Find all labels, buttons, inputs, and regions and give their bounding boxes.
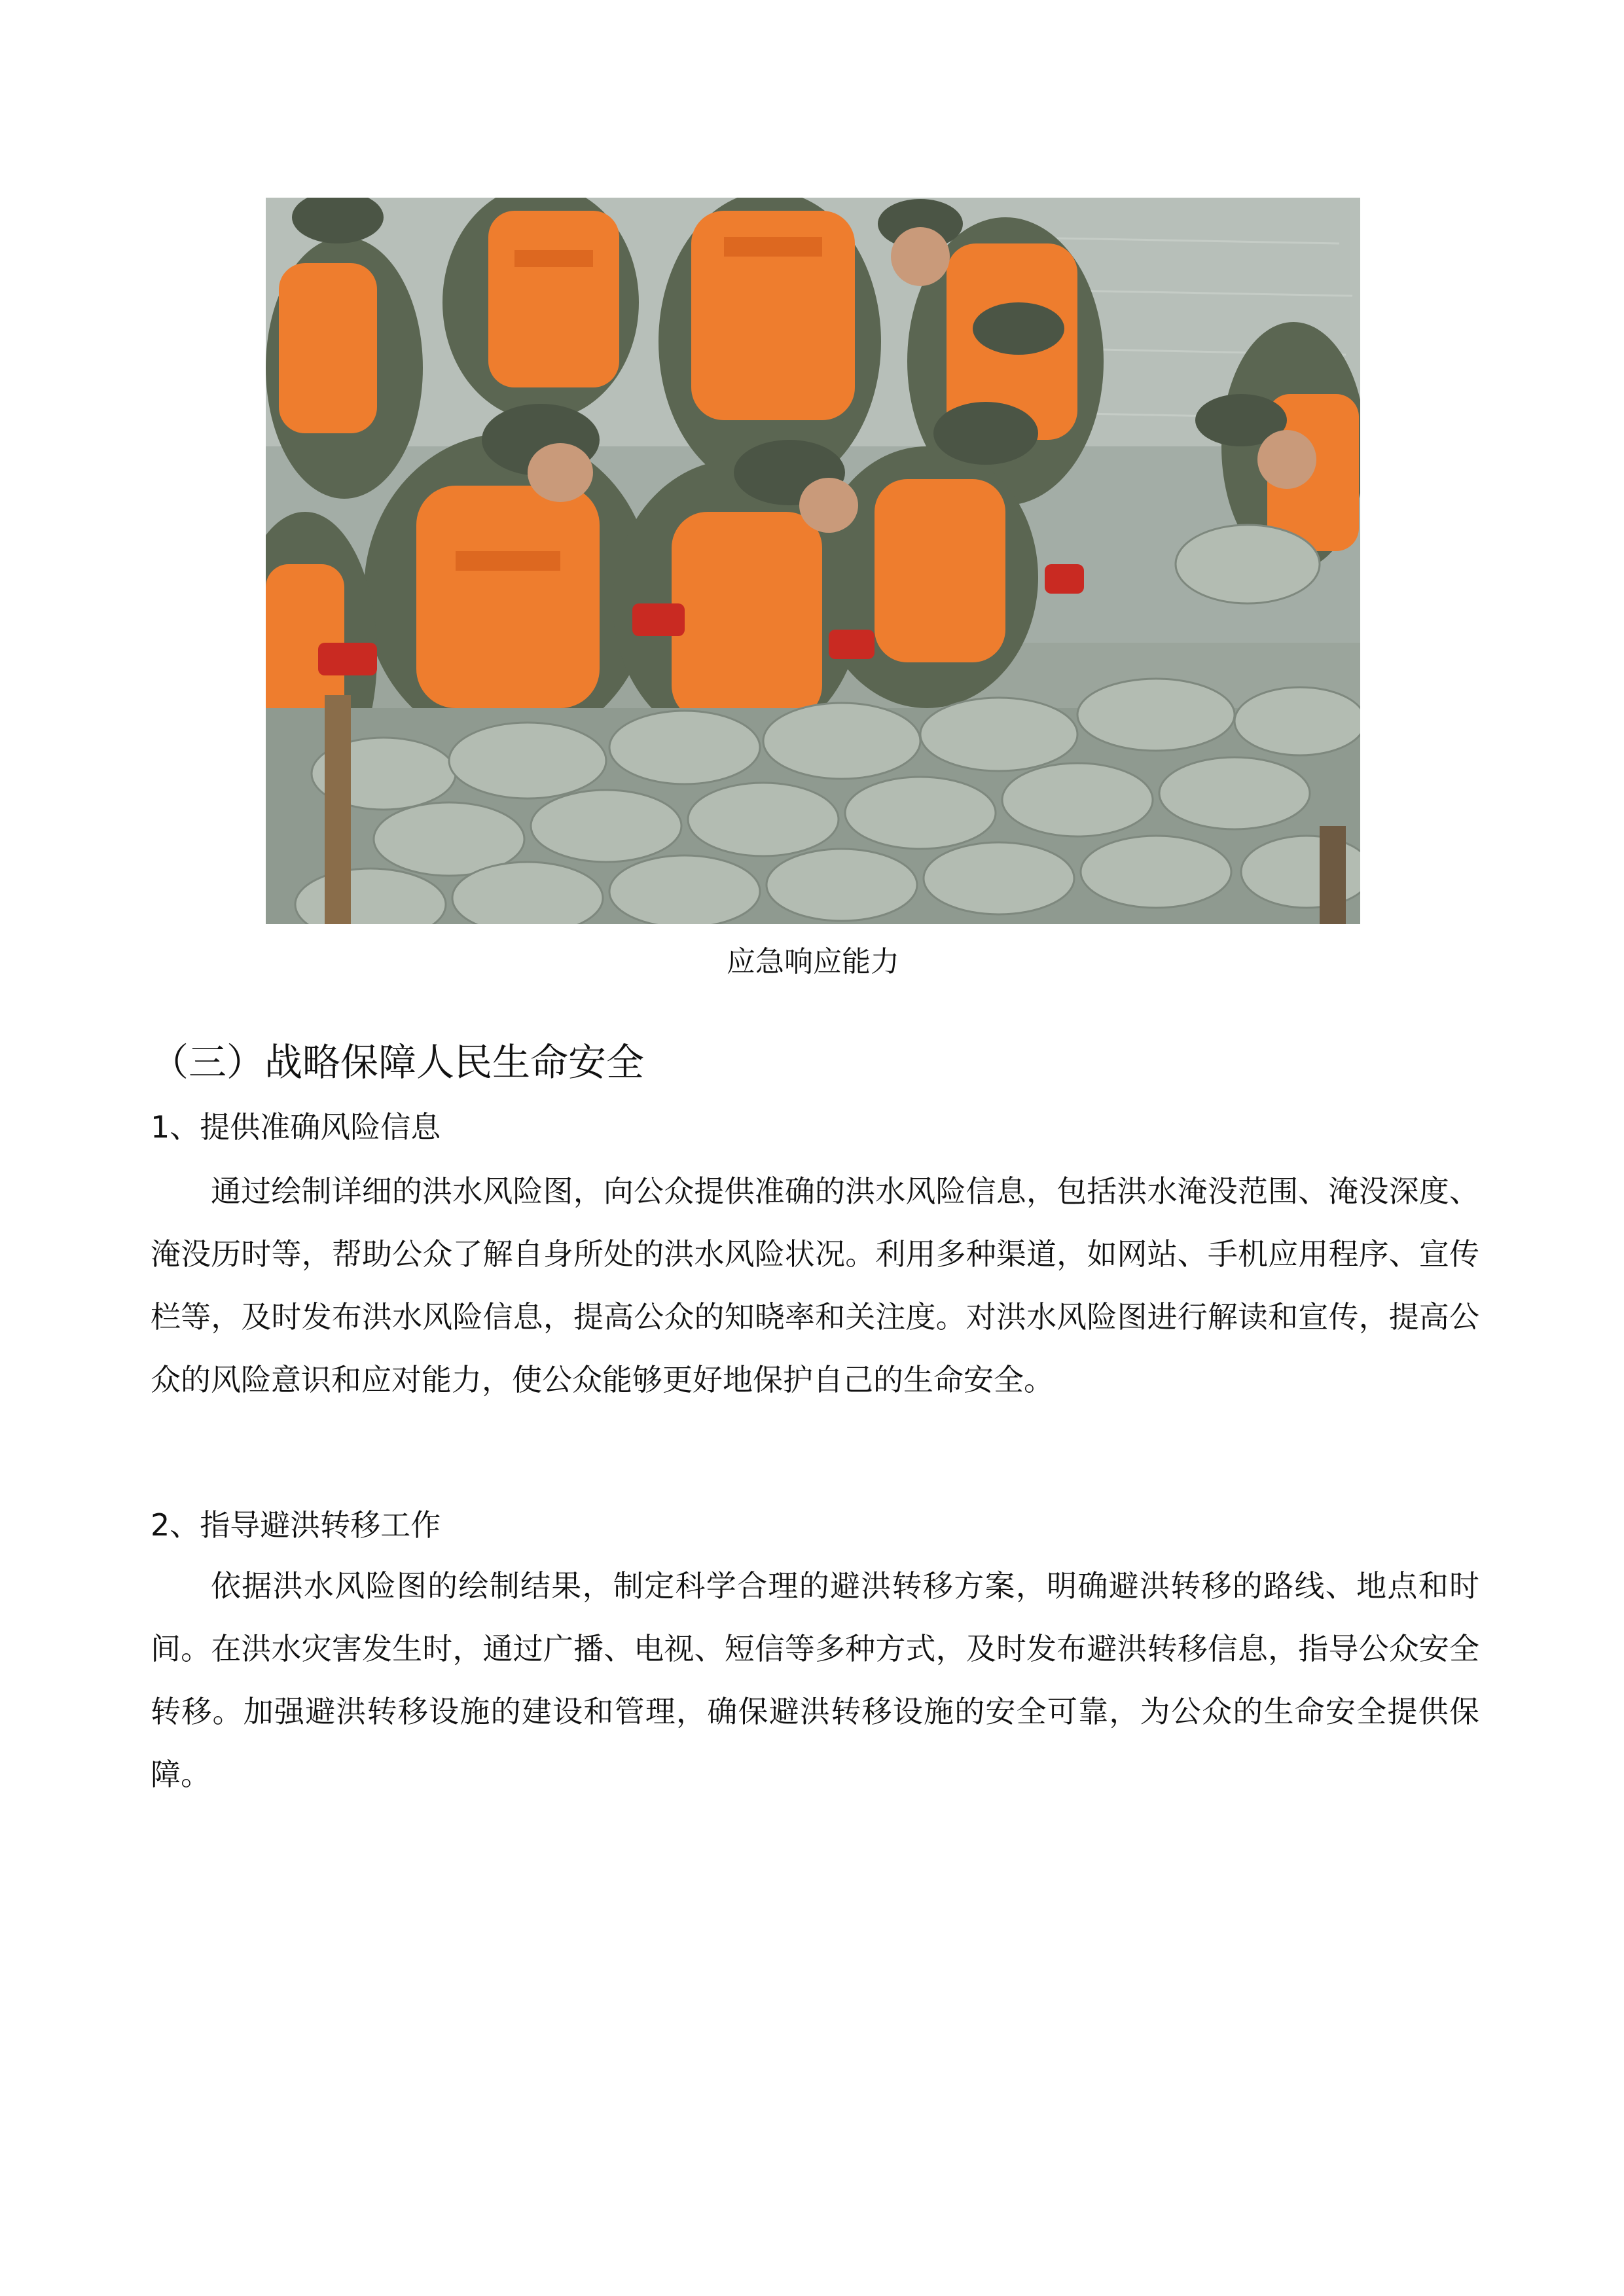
paragraph-evacuation: 依据洪水风险图的绘制结果，制定科学合理的避洪转移方案，明确避洪转移的路线、地点和时间。在洪水灾害发生时，通过广播、电视、短信等多种方式，及时发布避洪转移信息，指导公众安全转移。加强避洪转移设施的建设和管理，确保避洪转移设施的安全可靠，为公众的生命安全提供保障。: [151, 1568, 1479, 1792]
flood-rescue-photo: [266, 198, 1360, 924]
section-heading: （三）战略保障人民生命安全: [151, 1040, 645, 1085]
paragraph-risk-info: 通过绘制详细的洪水风险图，向公众提供准确的洪水风险信息，包括洪水淹没范围、淹没深度、淹没历时等，帮助公众了解自身所处的洪水风险状况。利用多种渠道，如网站、手机应用程序、宣传栏等，及时发布洪水风险信息，提高公众的知晓率和关注度。对洪水风险图进行解读和宣传，提高公众的风险意识和应对能力，使公众能够更好地保护自己的生命安全。: [151, 1174, 1479, 1397]
flood-rescue-illustration: [266, 198, 1360, 924]
subsection-heading-evacuation: 2、指导避洪转移工作: [151, 1507, 441, 1543]
subsection-heading-risk-info: 1、提供准确风险信息: [151, 1109, 441, 1145]
figure-caption: 应急响应能力: [727, 945, 899, 978]
